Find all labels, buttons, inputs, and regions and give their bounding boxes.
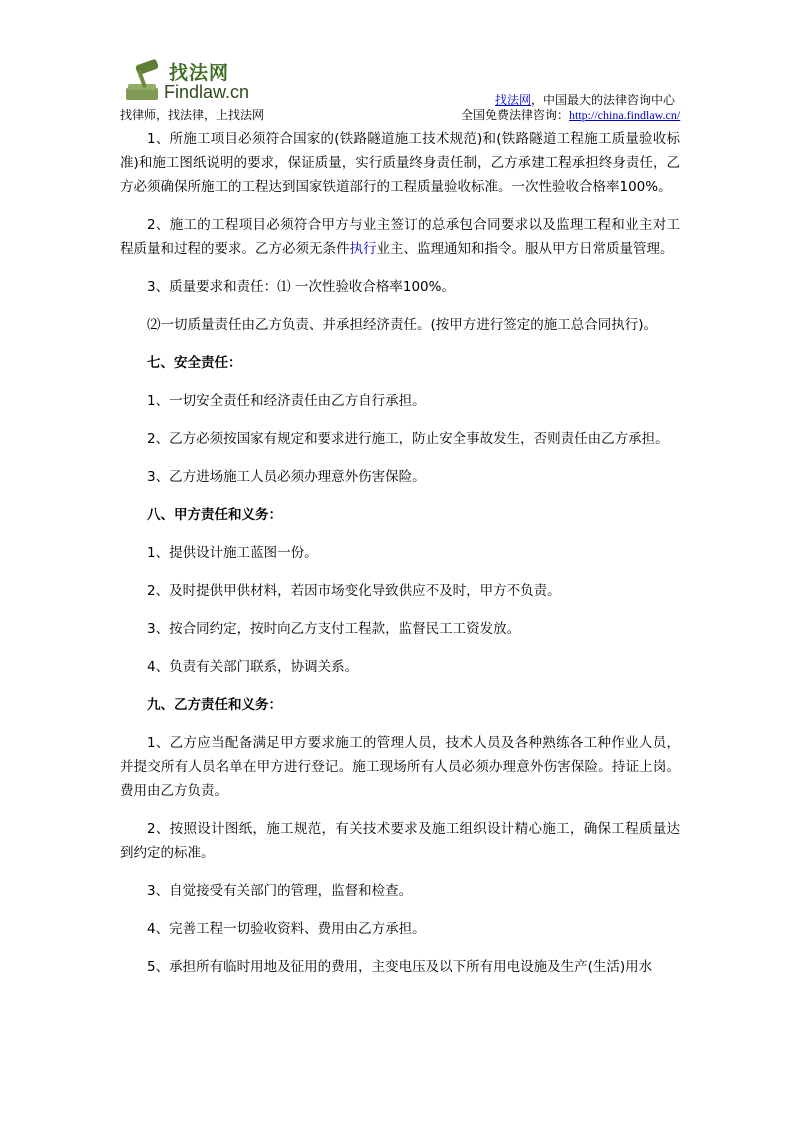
list-item: 2、按照设计图纸，施工规范，有关技术要求及施工组织设计精心施工，确保工程质量达到约定的标准。 [120, 821, 680, 861]
list-item: 2、及时提供甲供材料，若因市场变化导致供应不及时，甲方不负责。 [147, 583, 561, 599]
paragraph-text: 业主、监理通知和指令。服从甲方日常质量管理。 [376, 241, 674, 257]
paragraph: 3、质量要求和责任：⑴ 一次性验收合格率100%。 [147, 279, 455, 295]
paragraph: ⑵一切质量责任由乙方负责、并承担经济责任。(按甲方进行签定的施工总合同执行)。 [147, 317, 658, 333]
section-heading: 八、甲方责任和义务： [147, 507, 282, 523]
gavel-icon [122, 58, 162, 104]
list-item: 2、乙方必须按国家有规定和要求进行施工，防止安全事故发生，否则责任由乙方承担。 [147, 431, 669, 447]
findlaw-url-link[interactable]: http://china.findlaw.cn/ [569, 108, 681, 122]
list-item: 4、负责有关部门联系，协调关系。 [147, 659, 359, 675]
list-item: 1、一切安全责任和经济责任由乙方自行承担。 [147, 393, 426, 409]
list-item: 3、按合同约定，按时向乙方支付工程款，监督民工工资发放。 [147, 621, 521, 637]
document-body [120, 127, 680, 993]
findlaw-link[interactable]: 找法网 [495, 93, 532, 107]
paragraph: 1、所施工项目必须符合国家的(铁路隧道施工技术规范)和(铁路隧道工程施工质量验收标准)和施工图纸说明的要求，保证质量，实行质量终身责任制，乙方承建工程承担终身责任，乙方必须确保所施工的工程达到国家铁道部行的工程质量验收标准。一次性验收合格率100%。 [120, 131, 680, 195]
logo-chinese-text: 找法网 [169, 62, 230, 84]
list-item: 5、承担所有临时用地及征用的费用，主变电压及以下所有用电设施及生产(生活)用水 [147, 959, 653, 975]
page-header [0, 0, 794, 125]
consult-label: 全国免费法律咨询： [461, 108, 570, 122]
header-consult-line [461, 106, 680, 123]
header-slogan: 找律师，找法律，上找法网 [120, 108, 265, 122]
section-heading: 七、安全责任： [147, 355, 242, 371]
logo-english-text: Findlaw.cn [164, 82, 250, 102]
list-item: 1、提供设计施工蓝图一份。 [147, 545, 318, 561]
execute-link[interactable]: 执行 [349, 241, 377, 257]
paragraph-text: 2、施工的工程项目必须符合甲方与业主签订的总承包合同要求以及监理工程和业主对工程质量和过程的要求。乙方必须无条件 [120, 217, 680, 257]
findlaw-logo[interactable] [122, 56, 262, 104]
header-tagline: ，中国最大的法律咨询中心 [531, 93, 676, 107]
list-item: 3、自觉接受有关部门的管理，监督和检查。 [147, 883, 413, 899]
list-item: 4、完善工程一切验收资料、费用由乙方承担。 [147, 921, 426, 937]
list-item: 3、乙方进场施工人员必须办理意外伤害保险。 [147, 469, 426, 485]
list-item: 1、乙方应当配备满足甲方要求施工的管理人员，技术人员及各种熟练各工种作业人员，并提交所有人员名单在甲方进行登记。施工现场所有人员必须办理意外伤害保险。持证上岗。费用由乙方负责。 [120, 735, 680, 799]
paragraph [120, 213, 680, 261]
section-heading: 九、乙方责任和义务： [147, 697, 282, 713]
